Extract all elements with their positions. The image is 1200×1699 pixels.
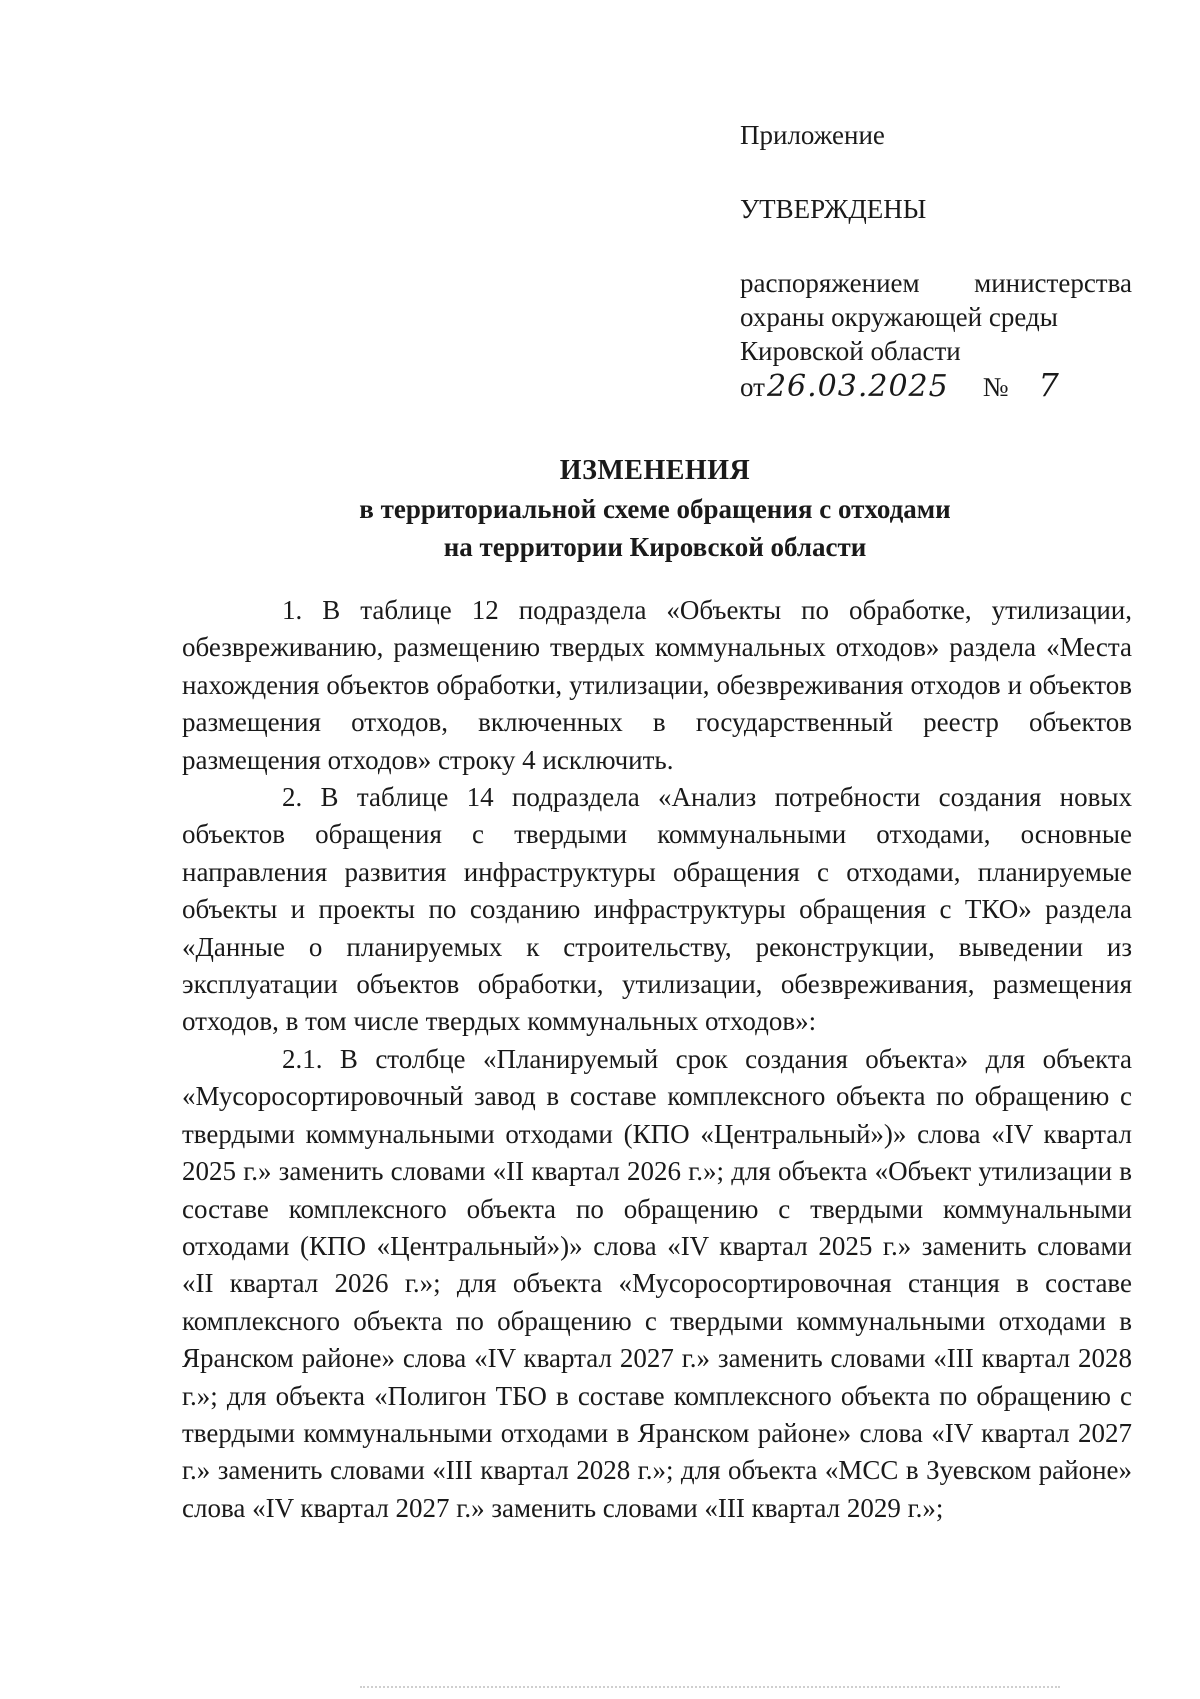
issuer-line-1 (740, 266, 1132, 300)
date-prefix: от (740, 372, 765, 402)
approved-label: УТВЕРЖДЕНЫ (740, 194, 927, 224)
document-body (182, 592, 1132, 1527)
page-bottom-fade (360, 1686, 1060, 1691)
handwritten-number: 7 (1038, 366, 1060, 404)
appendix-label: Приложение (740, 120, 885, 150)
paragraph-item-2: 2. В таблице 14 подраздела «Анализ потребности создания новых объектов обращения с твердыми коммунальными отходами, основные направления развития инфраструктуры обращения с отходами, планируемые объекты и проекты по созданию инфраструктуры обращения с ТКО» раздела «Данные о планируемых к строительству, реконструкции, выведении из эксплуатации объектов обработки, утилизации, обезвреживания, размещения отходов, в том числе твердых коммунальных отходов»: (182, 782, 1132, 1037)
handwritten-date: 26.03.2025 (766, 369, 949, 404)
issuer-word-1: распоряжением (740, 268, 920, 298)
issuer-line-3: Кировской области (740, 336, 961, 366)
document-heading (180, 452, 1130, 566)
approval-block (740, 118, 1140, 404)
document-subtitle-line-1: в территориальной схеме обращения с отходами (359, 494, 951, 524)
document-title: ИЗМЕНЕНИЯ (559, 455, 751, 486)
issuer-line-2: охраны окружающей среды (740, 302, 1058, 332)
date-number-line (740, 368, 1140, 404)
paragraph-item-2-1: 2.1. В столбце «Планируемый срок создания объекта» для объекта «Мусоросортировочный завод в составе комплексного объекта по обращению с твердыми коммунальными отходами (КПО «Центральный»)» слова «IV квартал 2025 г.» заменить словами «II квартал 2026 г.»; для объекта «Объект утилизации в составе комплексного объекта по обращению с твердыми коммунальными отходами (КПО «Центральный»)» слова «IV квартал 2025 г.» заменить словами «II квартал 2026 г.»; для объекта «Мусоросортировочная станция в составе комплексного объекта по обращению с твердыми коммунальными отходами в Яранском районе» слова «IV квартал 2027 г.» заменить словами «III квартал 2028 г.»; для объекта «Полигон ТБО в составе комплексного объекта по обращению с твердыми коммунальными отходами в Яранском районе» слова «IV квартал 2027 г.» заменить словами «III квартал 2028 г.»; для объекта «МСС в Зуевском районе» слова «IV квартал 2027 г.» заменить словами «III квартал 2029 г.»; (182, 1043, 1132, 1523)
document-subtitle-line-2: на территории Кировской области (443, 532, 867, 562)
paragraph-item-1: 1. В таблице 12 подраздела «Объекты по обработке, утилизации, обезвреживанию, размещению твердых коммунальных отходов» раздела «Места нахождения объектов обработки, утилизации, обезвреживания отходов и объектов размещения отходов, включенных в государственный реестр объектов размещения отходов» строку 4 исключить. (182, 595, 1132, 775)
issuer-word-2: министерства (974, 268, 1132, 298)
number-sign: № (982, 372, 1009, 402)
